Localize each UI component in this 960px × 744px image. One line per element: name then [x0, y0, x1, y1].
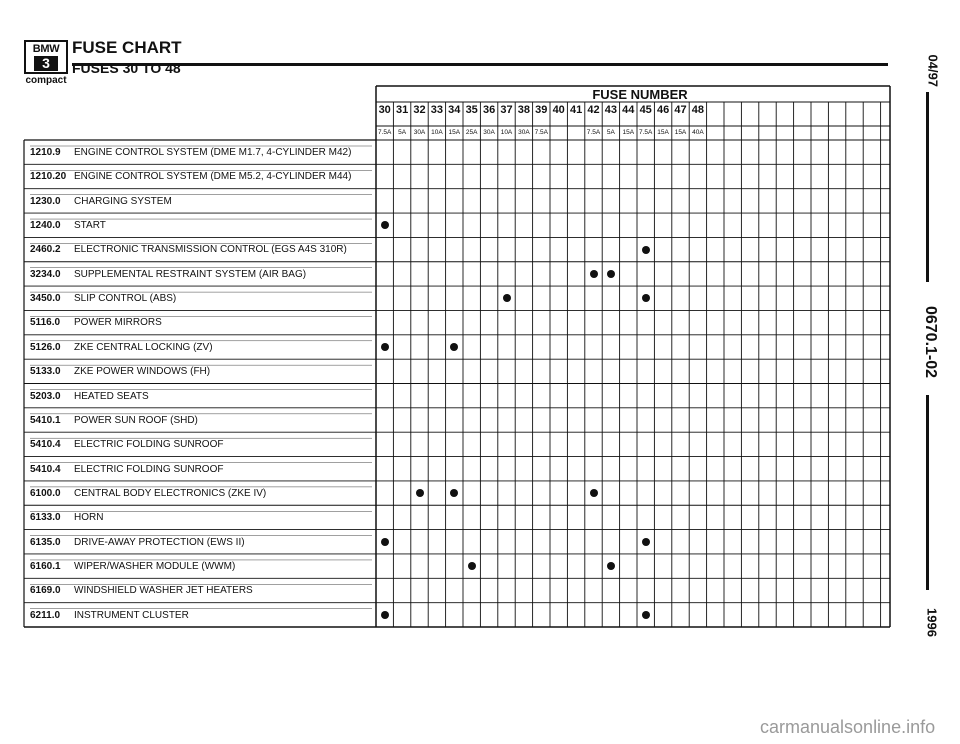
fuse-column-amperage: 30A: [518, 129, 530, 136]
circuit-name: DRIVE-AWAY PROTECTION (EWS II): [74, 536, 245, 548]
fuse-column-amperage: 30A: [483, 129, 495, 136]
fuse-column-number: 47: [674, 104, 687, 116]
fuse-marker-dot: [607, 562, 615, 570]
side-doc-code: 0670.1-02: [922, 305, 939, 379]
fuse-column-number: 45: [639, 104, 652, 116]
circuit-name: ELECTRONIC TRANSMISSION CONTROL (EGS A4S 310R): [74, 244, 347, 256]
fuse-column-number: 48: [691, 104, 704, 116]
circuit-row: [30, 439, 223, 451]
fuse-marker-dot: [642, 246, 650, 254]
page-subtitle: FUSES 30 TO 48: [72, 60, 181, 76]
fuse-column-amperage: 15A: [622, 129, 635, 136]
circuit-row: [30, 196, 172, 208]
circuit-row: [30, 610, 189, 622]
circuit-code: 3234.0: [30, 268, 61, 280]
circuit-code: 3450.0: [30, 293, 61, 305]
circuit-row: [30, 220, 106, 232]
fuse-column-amperage: 15A: [448, 129, 461, 136]
circuit-row: [30, 488, 266, 500]
circuit-name: WIPER/WASHER MODULE (WWM): [74, 560, 236, 572]
circuit-code: 1210.20: [30, 171, 67, 183]
circuit-code: 5410.4: [30, 439, 61, 451]
circuit-code: 5116.0: [30, 317, 61, 329]
fuse-column-number: 44: [622, 104, 635, 116]
circuit-row: [30, 464, 223, 476]
fuse-column-amperage: 25A: [465, 129, 478, 136]
circuit-row: [30, 391, 149, 403]
fuse-column-number: 38: [517, 104, 530, 116]
circuit-row: [30, 342, 213, 354]
side-date-label: 04/97: [925, 54, 941, 88]
fuse-marker-dot: [590, 489, 598, 497]
fuse-marker-dot: [503, 294, 511, 302]
fuse-column-amperage: 10A: [500, 129, 513, 136]
fuse-column-amperage: 15A: [674, 129, 687, 136]
fuse-column-number: 46: [656, 104, 670, 116]
fuse-column-amperage: 7.5A: [378, 129, 392, 136]
side-year: 1996: [924, 608, 940, 637]
circuit-row: [30, 561, 235, 573]
circuit-code: 6135.0: [30, 536, 61, 548]
fuse-marker-dot: [381, 343, 389, 351]
circuit-name: ELECTRIC FOLDING SUNROOF: [74, 439, 224, 451]
circuit-row: [30, 512, 103, 524]
circuit-name: ELECTRIC FOLDING SUNROOF: [74, 463, 224, 475]
circuit-row: [30, 269, 306, 281]
fuse-column-number: 34: [448, 104, 461, 116]
fuse-marker-dot: [607, 270, 615, 278]
circuit-code: 6133.0: [30, 512, 61, 524]
fuse-column-amperage: 7.5A: [534, 129, 548, 136]
circuit-row: [30, 147, 351, 159]
page-title: FUSE CHART: [72, 38, 182, 57]
circuit-code: 6169.0: [30, 585, 61, 597]
circuit-name: CENTRAL BODY ELECTRONICS (ZKE IV): [74, 487, 267, 499]
fuse-column-number: 42: [587, 104, 600, 116]
circuit-name: POWER MIRRORS: [74, 317, 162, 329]
circuit-name: CHARGING SYSTEM: [74, 195, 172, 207]
circuit-name: SUPPLEMENTAL RESTRAINT SYSTEM (AIR BAG): [74, 268, 307, 280]
circuit-code: 6211.0: [30, 609, 61, 621]
circuit-name: SLIP CONTROL (ABS): [74, 293, 177, 305]
logo-series-number: 3: [34, 56, 58, 71]
circuit-row: [30, 244, 347, 256]
fuse-column-number: 32: [413, 104, 426, 116]
fuse-marker-dot: [416, 489, 424, 497]
circuit-code: 5133.0: [30, 366, 61, 378]
circuit-code: 1230.0: [30, 195, 61, 207]
fuse-marker-dot: [468, 562, 476, 570]
fuse-column-number: 30: [378, 104, 391, 116]
circuit-code: 1240.0: [30, 220, 61, 232]
fuse-column-amperage: 15A: [657, 129, 669, 136]
circuit-code: 5410.4: [30, 463, 61, 475]
circuit-name: ZKE POWER WINDOWS (FH): [74, 366, 211, 378]
fuse-marker-dot: [381, 538, 389, 546]
fuse-column-number: 33: [430, 104, 443, 116]
fuse-column-number: 36: [482, 104, 496, 116]
fuse-marker-dot: [642, 611, 650, 619]
circuit-name: WINDSHIELD WASHER JET HEATERS: [74, 585, 253, 597]
fuse-column-amperage: 7.5A: [586, 129, 601, 136]
fuse-marker-dot: [642, 294, 650, 302]
circuit-name: ENGINE CONTROL SYSTEM (DME M1.7, 4-CYLINDER M42): [74, 147, 352, 158]
fuse-column-amperage: 10A: [431, 129, 443, 136]
watermark-text: carmanualsonline.info: [760, 717, 936, 737]
circuit-row: [30, 415, 198, 427]
fuse-column-amperage: 30A: [413, 129, 426, 136]
circuit-name: ZKE CENTRAL LOCKING (ZV): [74, 341, 213, 353]
fuse-marker-dot: [642, 538, 650, 546]
circuit-name: ENGINE CONTROL SYSTEM (DME M5.2, 4-CYLINDER M44): [74, 171, 352, 183]
circuit-name: HORN: [74, 512, 104, 524]
fuse-column-amperage: 40A: [692, 129, 704, 136]
fuse-column-amperage: 7.5A: [639, 129, 653, 136]
fuse-column-number: 31: [395, 104, 409, 116]
circuit-row: [30, 585, 253, 597]
fuse-marker-dot: [381, 611, 389, 619]
fuse-column-number: 43: [604, 104, 617, 116]
circuit-code: 5126.0: [30, 341, 61, 353]
circuit-code: 2460.2: [30, 244, 61, 256]
fuse-column-number: 39: [535, 104, 548, 116]
fuse-column-amperage: 5A: [606, 129, 615, 136]
circuit-row: [30, 537, 245, 549]
circuit-name: START: [74, 220, 106, 232]
circuit-name: POWER SUN ROOF (SHD): [74, 414, 198, 426]
fuse-marker-dot: [590, 270, 598, 278]
logo-brand: BMW: [32, 43, 60, 55]
circuit-code: 1210.9: [30, 147, 61, 158]
fuse-column-number: 35: [465, 104, 478, 116]
circuit-row: [30, 366, 210, 378]
fuse-column-amperage: 5A: [398, 129, 407, 136]
fuse-column-number: 37: [500, 104, 513, 116]
circuit-row: [30, 293, 176, 305]
circuit-row: [30, 171, 351, 183]
circuit-name: HEATED SEATS: [74, 390, 149, 402]
fuse-marker-dot: [381, 221, 389, 229]
circuit-code: 6160.1: [30, 560, 61, 572]
fuse-column-number: 41: [569, 104, 583, 116]
circuit-code: 5410.1: [30, 414, 61, 426]
fuse-column-number: 40: [552, 104, 565, 116]
logo-subtitle: compact: [25, 75, 67, 86]
circuit-code: 5203.0: [30, 390, 61, 402]
circuit-row: [30, 317, 162, 329]
circuit-name: INSTRUMENT CLUSTER: [74, 609, 189, 621]
circuit-code: 6100.0: [30, 487, 61, 499]
fuse-number-title: FUSE NUMBER: [592, 87, 688, 102]
